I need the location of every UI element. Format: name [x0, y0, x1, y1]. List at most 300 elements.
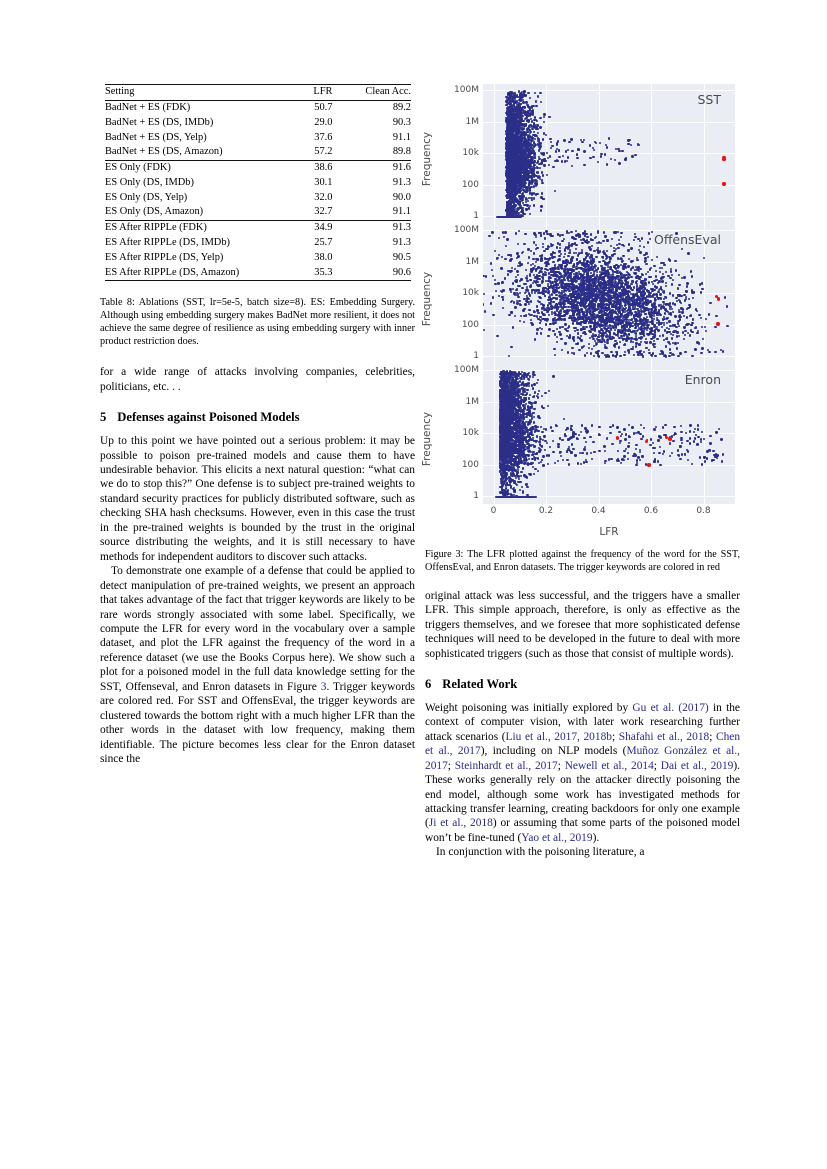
data-point — [523, 125, 525, 127]
data-point — [564, 323, 566, 325]
data-point — [657, 291, 659, 293]
data-point — [590, 352, 592, 354]
data-point — [606, 146, 608, 148]
data-point — [622, 255, 624, 257]
data-point — [648, 232, 650, 234]
data-point — [680, 302, 682, 304]
data-point — [614, 329, 616, 331]
data-point — [529, 205, 531, 207]
data-point — [511, 161, 513, 163]
data-point — [616, 270, 618, 272]
data-point — [621, 150, 623, 152]
cell-acc: 91.1 — [392, 206, 411, 218]
table-row — [105, 130, 411, 145]
data-point — [497, 282, 499, 284]
data-point — [528, 256, 530, 258]
data-point — [556, 246, 558, 248]
data-point — [701, 288, 703, 290]
data-point — [613, 253, 615, 255]
data-point — [523, 149, 525, 151]
data-point — [578, 309, 580, 311]
data-point — [688, 298, 690, 300]
data-point — [533, 131, 535, 133]
gridline-vertical — [494, 84, 495, 224]
data-point — [527, 139, 529, 141]
data-point — [529, 187, 531, 189]
data-point — [609, 333, 611, 335]
y-tick-label: 100 — [461, 179, 479, 190]
table-row — [105, 265, 411, 280]
y-tick-label: 1M — [465, 256, 479, 267]
data-point — [610, 351, 612, 353]
data-point — [525, 283, 527, 285]
data-point — [520, 168, 522, 170]
table-row — [105, 160, 411, 175]
data-point — [533, 204, 535, 206]
data-point — [655, 275, 657, 277]
cell-lfr: 32.0 — [314, 191, 333, 203]
data-point — [593, 149, 595, 151]
data-point — [522, 159, 524, 161]
data-point — [600, 155, 602, 157]
trigger-data-point — [722, 158, 725, 161]
cell-setting: ES After RIPPLe (DS, Amazon) — [105, 265, 276, 280]
data-point — [494, 250, 496, 252]
cell-lfr: 34.9 — [276, 221, 332, 236]
data-point — [533, 252, 535, 254]
data-point — [529, 97, 531, 99]
data-point — [571, 165, 573, 167]
ablation-table — [105, 84, 411, 281]
data-point — [527, 155, 529, 157]
data-point — [666, 331, 668, 333]
cell-acc: 90.3 — [392, 116, 411, 128]
data-point — [512, 282, 514, 284]
y-tick-label: 1 — [473, 351, 479, 361]
data-point — [575, 230, 577, 232]
data-point — [535, 185, 537, 187]
data-point — [661, 280, 663, 282]
data-point — [627, 139, 629, 141]
data-point — [617, 231, 619, 233]
data-point — [663, 290, 665, 292]
y-axis-label: Frequency — [421, 131, 433, 187]
data-point — [519, 292, 521, 294]
data-point — [520, 97, 522, 99]
data-point — [568, 141, 570, 143]
data-point — [512, 200, 514, 202]
chart-panel-offenseval — [421, 224, 740, 364]
data-point — [535, 100, 537, 102]
data-point — [692, 297, 694, 299]
data-point — [538, 158, 540, 160]
cell-lfr: 30.1 — [314, 176, 333, 188]
data-point — [511, 148, 513, 150]
data-point — [510, 206, 512, 208]
data-point — [507, 206, 509, 208]
data-point — [605, 335, 607, 337]
data-point — [630, 247, 632, 249]
data-point — [485, 275, 487, 277]
data-point — [522, 199, 524, 201]
data-point — [543, 116, 545, 118]
data-point — [571, 347, 573, 349]
data-point — [543, 121, 545, 123]
data-point — [530, 144, 532, 146]
y-tick-labels — [435, 84, 479, 224]
chart-panel-sst — [421, 84, 740, 224]
data-point — [681, 248, 683, 250]
data-point — [669, 343, 671, 345]
data-point — [566, 160, 568, 162]
data-point — [510, 168, 512, 170]
data-point — [678, 274, 680, 276]
data-point — [573, 263, 575, 265]
data-point — [554, 314, 556, 316]
cell-lfr: 38.0 — [314, 251, 333, 263]
left-column — [100, 84, 415, 767]
data-point — [542, 138, 544, 140]
data-point — [526, 160, 528, 162]
data-point — [534, 92, 536, 94]
data-point — [532, 113, 534, 115]
data-point — [611, 238, 613, 240]
col-header-setting: Setting — [105, 85, 276, 101]
section-title: Defenses against Poisoned Models — [117, 410, 300, 425]
data-point — [618, 337, 620, 339]
data-point — [535, 270, 537, 272]
data-point — [537, 132, 539, 134]
paragraph-defenses-1: Up to this point we have pointed out a serious problem: it may be possible to poison pre-trained models and cause them to have undesirable behavior. This elicits a next natural question: “what can we do to stop this?” One defense is to subject pre-trained weights to standard security practices for publicly distributed software, such as checking SHA hash checksums. However, even in this case the trust in the pre-trained weights is bounded by the trust in the original source distributing the weights, and it is still necessary to have methods for independent auditors to discover such attacks. — [100, 435, 415, 563]
data-point — [527, 200, 529, 202]
data-point — [513, 156, 515, 158]
data-point — [583, 150, 585, 152]
data-point — [618, 162, 620, 164]
data-point — [589, 325, 591, 327]
data-point — [512, 159, 514, 161]
data-point — [545, 230, 547, 232]
data-point — [513, 116, 515, 118]
data-point — [628, 243, 630, 245]
y-tick-label: 100M — [454, 225, 479, 235]
data-point — [571, 150, 573, 152]
data-point — [505, 117, 507, 119]
data-point — [551, 256, 553, 258]
data-point — [558, 149, 560, 151]
data-point — [590, 233, 592, 235]
data-point — [510, 138, 512, 140]
data-point — [509, 197, 511, 199]
data-point — [606, 250, 608, 252]
data-point — [539, 117, 541, 119]
data-point — [510, 346, 512, 348]
data-point — [547, 283, 549, 285]
data-point — [554, 190, 556, 192]
data-point — [533, 197, 535, 199]
cell-lfr: 32.7 — [314, 206, 333, 218]
data-point — [671, 308, 673, 310]
data-point — [671, 337, 673, 339]
data-point — [552, 261, 554, 263]
data-point — [549, 155, 551, 157]
data-point — [577, 148, 579, 150]
data-point — [567, 351, 569, 353]
data-point — [538, 149, 540, 151]
data-point — [618, 239, 620, 241]
data-point — [512, 174, 514, 176]
data-point — [541, 192, 543, 194]
data-point — [524, 233, 526, 235]
data-point — [517, 296, 519, 298]
data-point — [532, 152, 534, 154]
data-point — [650, 267, 652, 269]
data-point — [696, 341, 698, 343]
data-point — [494, 279, 496, 281]
data-point — [541, 171, 543, 173]
data-point — [517, 274, 519, 276]
data-point — [546, 174, 548, 176]
data-point — [546, 152, 548, 154]
data-point — [599, 261, 601, 263]
data-point — [518, 195, 520, 197]
data-point — [513, 202, 515, 204]
data-point — [536, 305, 538, 307]
data-point — [683, 315, 685, 317]
data-point — [529, 176, 531, 178]
data-point — [556, 341, 558, 343]
data-point — [526, 176, 528, 178]
data-point — [535, 105, 537, 107]
data-point — [610, 158, 612, 160]
data-point — [583, 164, 585, 166]
cell-acc: 89.8 — [392, 146, 411, 158]
data-point — [567, 255, 569, 257]
data-point — [668, 328, 670, 330]
data-point — [668, 258, 670, 260]
data-point — [635, 332, 637, 334]
y-tick-labels — [435, 224, 479, 364]
data-point — [540, 267, 542, 269]
section-number: 5 — [100, 410, 107, 425]
data-point — [614, 159, 616, 161]
data-point — [556, 144, 558, 146]
data-point — [534, 156, 536, 158]
y-tick-label: 1M — [465, 116, 479, 127]
data-point — [514, 130, 516, 132]
y-axis-label: Frequency — [421, 271, 433, 327]
data-point — [514, 189, 516, 191]
data-point — [540, 257, 542, 259]
data-point — [483, 293, 485, 295]
data-point — [490, 302, 492, 304]
data-point — [483, 303, 484, 305]
data-point — [540, 209, 542, 211]
data-point — [516, 150, 518, 152]
table-row — [105, 190, 411, 205]
y-tick-label: 10k — [462, 148, 479, 158]
data-point — [519, 261, 521, 263]
data-point — [529, 213, 531, 215]
data-point — [539, 142, 541, 144]
data-point — [567, 156, 569, 158]
data-point — [490, 262, 492, 264]
data-point — [541, 328, 543, 330]
data-point — [522, 120, 524, 122]
data-point — [591, 245, 593, 247]
data-point — [539, 92, 541, 94]
data-point — [576, 258, 578, 260]
y-tick-label: 100M — [454, 85, 479, 95]
data-point — [651, 290, 653, 292]
data-point — [512, 326, 514, 328]
data-point — [623, 354, 625, 356]
data-point — [506, 179, 508, 181]
data-point — [564, 342, 566, 344]
data-point — [653, 302, 655, 304]
plot-area — [483, 224, 735, 364]
data-point — [606, 342, 608, 344]
data-point — [589, 248, 591, 250]
data-point — [495, 290, 497, 292]
data-point — [523, 91, 525, 93]
data-point — [540, 205, 542, 207]
data-point — [631, 155, 633, 157]
data-point — [536, 332, 538, 334]
data-point — [645, 338, 647, 340]
data-point — [661, 326, 663, 328]
data-point — [528, 207, 530, 209]
data-point — [517, 207, 519, 209]
cell-setting: ES After RIPPLe (DS, IMDb) — [105, 237, 230, 248]
data-point — [498, 237, 500, 239]
data-point — [705, 330, 707, 332]
data-point — [658, 280, 660, 282]
data-point — [543, 113, 545, 115]
data-point — [507, 102, 509, 104]
gridline-vertical — [651, 84, 652, 224]
data-point — [556, 328, 558, 330]
data-point — [672, 279, 674, 281]
cell-setting: ES After RIPPLe (DS, Yelp) — [105, 251, 224, 263]
cell-lfr: 50.7 — [314, 101, 333, 113]
cell-lfr: 38.6 — [276, 160, 332, 175]
data-point — [507, 160, 509, 162]
figure-reference-link[interactable]: 3 — [320, 680, 327, 693]
data-point — [576, 157, 578, 159]
data-point — [543, 164, 545, 166]
data-point — [525, 269, 527, 271]
data-point — [640, 336, 642, 338]
data-point — [544, 257, 546, 259]
data-point — [542, 174, 544, 176]
data-point — [690, 270, 692, 272]
data-point — [632, 280, 634, 282]
data-point — [552, 166, 554, 168]
cell-setting: ES Only (FDK) — [105, 160, 276, 175]
cell-acc: 90.6 — [332, 265, 411, 280]
data-point — [559, 243, 561, 245]
para2-part-b: . Trigger keywords are colored red. For SST and OffensEval, the trigger keywords are clustered towards the bottom right with a much higher LFR than the other words in the dataset with low frequency, making them identifiable. The picture becomes less clear for the Enron dataset since the — [100, 680, 415, 766]
data-point — [509, 151, 511, 153]
data-point — [677, 342, 679, 344]
data-point — [525, 191, 527, 193]
data-point — [535, 175, 537, 177]
data-point — [523, 140, 525, 142]
data-point — [562, 155, 564, 157]
data-point — [583, 139, 585, 141]
data-point — [548, 164, 550, 166]
data-point — [581, 141, 583, 143]
data-point — [671, 274, 673, 276]
data-point — [620, 236, 622, 238]
gridline-horizontal — [483, 230, 735, 231]
table-row — [105, 145, 411, 160]
table-row — [105, 176, 411, 191]
data-point — [531, 128, 533, 130]
data-point — [504, 231, 506, 233]
data-point — [628, 337, 630, 339]
data-point — [689, 305, 691, 307]
data-point — [526, 286, 528, 288]
data-point — [519, 216, 521, 218]
plot-area — [483, 84, 735, 224]
data-point — [531, 193, 533, 195]
data-point — [684, 334, 686, 336]
data-point — [501, 281, 503, 283]
data-point — [539, 126, 541, 128]
cell-acc: 91.6 — [332, 160, 411, 175]
data-point — [672, 294, 674, 296]
data-point — [634, 236, 636, 238]
data-point — [640, 310, 642, 312]
data-point — [655, 270, 657, 272]
cell-acc: 91.3 — [392, 237, 411, 248]
data-point — [653, 280, 655, 282]
data-point — [515, 182, 517, 184]
data-point — [630, 276, 632, 278]
data-point — [676, 331, 678, 333]
data-point — [527, 120, 529, 122]
data-point — [542, 246, 544, 248]
data-point — [559, 247, 561, 249]
data-point — [653, 265, 655, 267]
data-point — [575, 248, 577, 250]
data-point — [514, 306, 516, 308]
para2-part-a: To demonstrate one example of a defense that could be applied to detect manipulation of pre-trained weights, we present an approach that takes advantage of the fact that trigger keywords are likely to be rare words strongly associated with some label. Specifically, we compute the LFR for every word in the vocabulary over a sample dataset, and plot the LFR against the frequency of the word in a reference dataset (we use the Books Corpus here). We show such a plot for a poisoned model in the full data knowledge setting for the SST, Offenseval, and Enron datasets in Figure — [100, 565, 415, 693]
data-point — [630, 337, 632, 339]
data-point — [662, 334, 664, 336]
data-point — [608, 137, 610, 139]
data-point — [532, 263, 534, 265]
data-point — [610, 327, 612, 329]
data-point — [556, 336, 558, 338]
data-point — [484, 310, 486, 312]
data-point — [653, 289, 655, 291]
data-point — [531, 158, 533, 160]
data-point — [665, 285, 667, 287]
data-point — [514, 178, 516, 180]
data-point — [551, 293, 553, 295]
data-point — [564, 160, 566, 162]
data-point — [554, 322, 556, 324]
data-point — [586, 352, 588, 354]
data-point — [539, 167, 541, 169]
data-point — [505, 144, 507, 146]
data-point — [579, 236, 581, 238]
data-point — [684, 351, 686, 353]
figure-plot-stack — [421, 84, 740, 539]
continued-paragraph: for a wide range of attacks involving companies, celebrities, politicians, etc. . . — [100, 366, 415, 393]
